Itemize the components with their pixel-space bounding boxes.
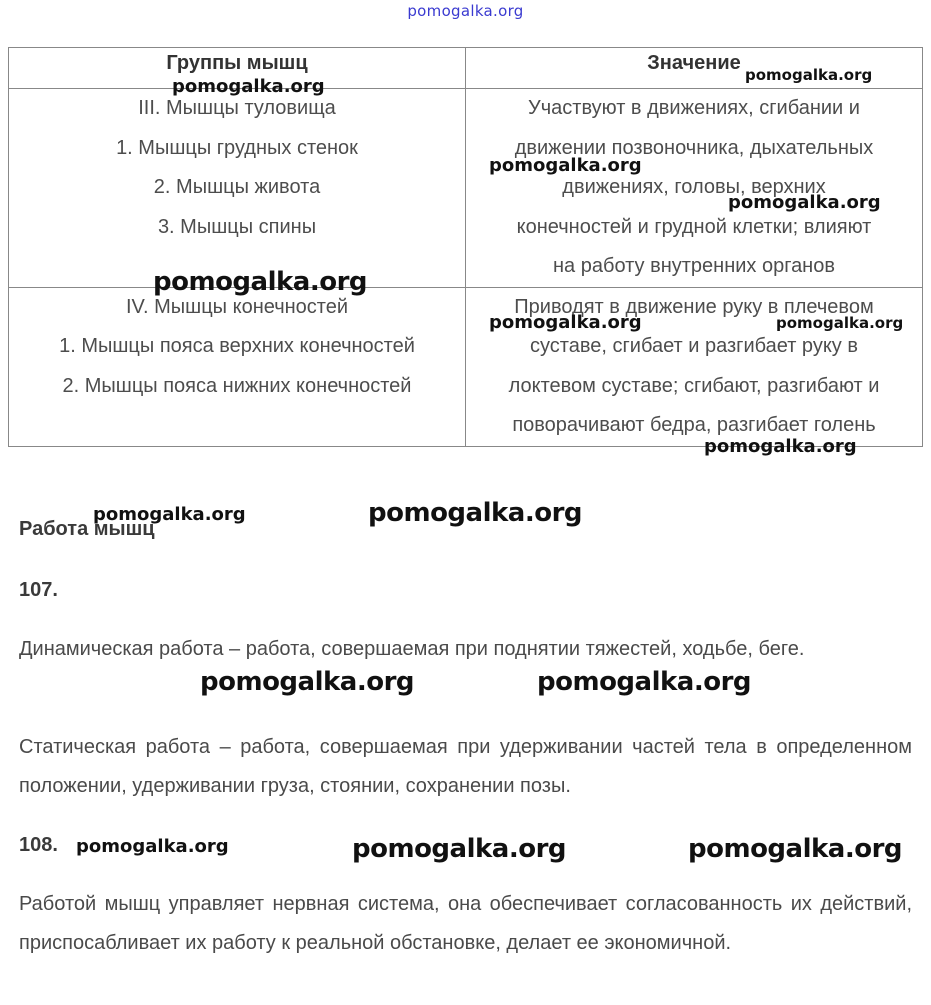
watermark: pomogalka.org xyxy=(352,834,567,864)
site-header[interactable]: pomogalka.org xyxy=(407,2,524,20)
group-line: 1. Мышцы пояса верхних конечностей xyxy=(59,335,415,358)
watermark: pomogalka.org xyxy=(368,498,583,528)
watermark: pomogalka.org xyxy=(776,314,904,332)
watermark: pomogalka.org xyxy=(728,192,881,213)
meaning-line: движениях, головы, верхних xyxy=(562,176,826,199)
meaning-line: Участвуют в движениях, сгибании и xyxy=(528,97,860,120)
meaning-line: Приводят в движение руку в плечевом xyxy=(514,295,874,318)
watermark: pomogalka.org xyxy=(153,267,368,297)
group-line: IV. Мышцы конечностей xyxy=(125,295,349,318)
meaning-line: локтевом суставе; сгибают, разгибают и xyxy=(508,374,880,397)
watermark: pomogalka.org xyxy=(172,76,325,97)
group-line: 1. Мышцы грудных стенок xyxy=(116,136,358,159)
meaning-line: на работу внутренних органов xyxy=(553,255,835,278)
watermark: pomogalka.org xyxy=(76,836,229,857)
meaning-line: суставе, сгибает и разгибает руку в xyxy=(530,335,858,358)
muscle-groups-table xyxy=(8,47,923,447)
section-title: Работа мышц xyxy=(19,518,155,540)
table-row xyxy=(9,89,923,288)
meaning-line: конечностей и грудной клетки; влияют xyxy=(516,215,872,238)
meaning-line: поворачивают бедра, разгибает голень xyxy=(512,414,876,437)
groups-cell xyxy=(9,287,466,446)
watermark: pomogalka.org xyxy=(745,66,873,84)
answer-107-static: Статическая работа – работа, совершаемая при удерживании частей тела в определенном положении, удерживании груза, стоянии, сохранении позы. xyxy=(19,736,912,797)
header-meaning: Значение xyxy=(466,48,923,89)
watermark: pomogalka.org xyxy=(489,155,642,176)
meaning-cell xyxy=(466,89,923,288)
watermark: pomogalka.org xyxy=(537,667,752,697)
watermark: pomogalka.org xyxy=(93,504,246,525)
group-line: III. Мышцы туловища xyxy=(138,97,336,120)
watermark: pomogalka.org xyxy=(200,667,415,697)
groups-cell xyxy=(9,89,466,288)
group-line: 3. Мышцы спины xyxy=(157,215,317,238)
meaning-line: движении позвоночника, дыхательных xyxy=(514,136,874,159)
watermark: pomogalka.org xyxy=(704,436,857,457)
answer-107-dynamic: Динамическая работа – работа, совершаемая при поднятии тяжестей, ходьбе, беге. xyxy=(19,638,805,660)
watermark: pomogalka.org xyxy=(489,312,642,333)
header-groups: Группы мышц xyxy=(9,48,466,89)
table-row xyxy=(9,287,923,446)
question-number-107: 107. xyxy=(19,579,58,601)
watermark: pomogalka.org xyxy=(688,834,903,864)
group-line: 2. Мышцы живота xyxy=(153,176,321,199)
question-number-108: 108. xyxy=(19,834,58,856)
answer-108: Работой мышц управляет нервная система, она обеспечивает согласованность их действий, приспосабливает их работу к реальной обстановке, делает ее экономичной. xyxy=(19,893,912,954)
group-line: 2. Мышцы пояса нижних конечностей xyxy=(62,374,412,397)
